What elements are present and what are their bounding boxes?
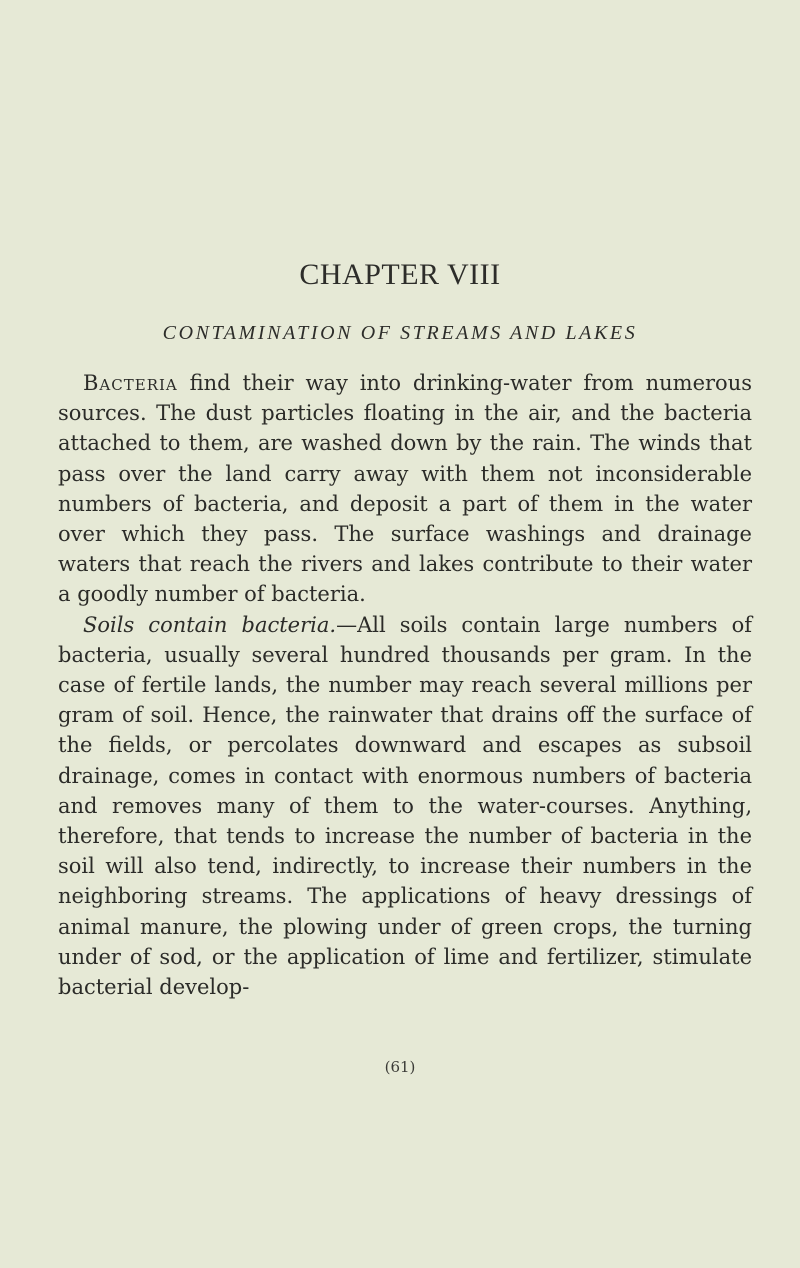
paragraph-2-text: —All soils contain large numbers of bacteria, usually several hundred thousands per gram. In the case of fertile lands, the number may reach several millions per gram of soil. Hence, the rainwater that drains off the surface of the fields, or percolates downward and escapes as subsoil drainage, comes in contact with enormous numbers of bacteria and removes many of them to the water-courses. Anything, therefore, that tends to increase the number of bacteria in the soil will also tend, indirectly, to increase their numbers in the neighboring streams. The applications of heavy dressings of animal manure, the plowing under of green crops, the turning under of sod, or the application of lime and fertilizer, stimulate bacterial develop-: [58, 612, 752, 1000]
paragraph-1: [58, 368, 752, 610]
chapter-title: CHAPTER VIII: [299, 258, 501, 291]
chapter-subtitle: CONTAMINATION OF STREAMS AND LAKES: [162, 322, 638, 344]
paragraph-1-lead: Bacteria: [83, 371, 178, 395]
paragraph-2-lead: Soils contain bacteria.: [83, 612, 337, 637]
paragraph-2: [58, 610, 752, 1003]
paragraph-1-text: find their way into drinking-water from numerous sources. The dust particles floating in the air, and the bacteria attached to them, are washed down by the rain. The winds that pass over the land carry away with them not inconsiderable numbers of bacteria, and deposit a part of them in the water over which they pass. The surface washings and drainage waters that reach the rivers and lakes contribute to their water a goodly number of bacteria.: [58, 371, 752, 607]
body-text: [58, 368, 752, 1002]
page-number: (61): [384, 1058, 416, 1076]
